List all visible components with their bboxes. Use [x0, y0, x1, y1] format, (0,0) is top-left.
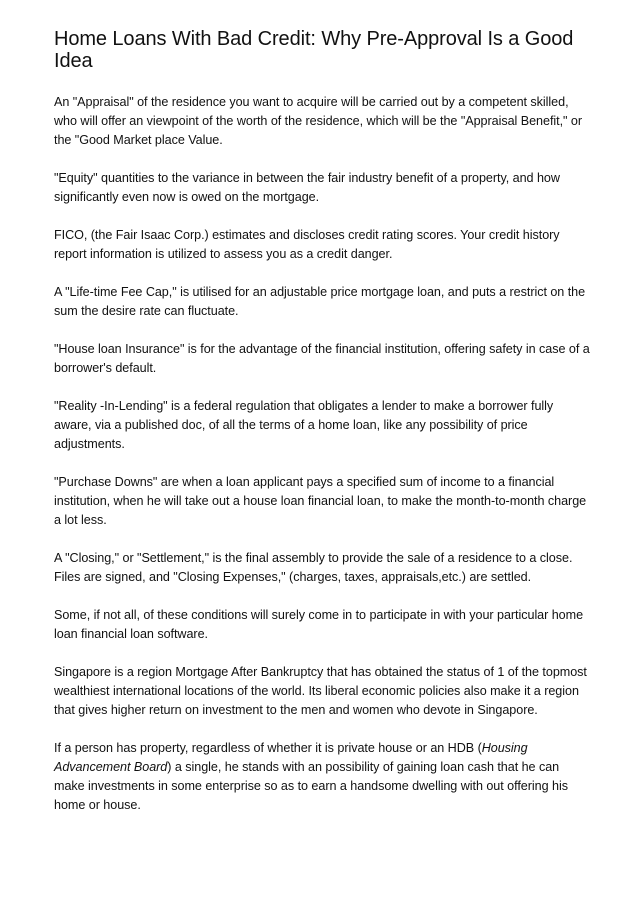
paragraph-property-end: ) a single, he stands with an possibility of gaining loan cash that he can make investments in some enterprise so as to earn a handsome dwelling with out offering his home or house. [54, 760, 568, 812]
paragraph-property-italic: Housing Advancement Board [54, 741, 528, 774]
paragraph-truth-in-lending: "Reality -In-Lending" is a federal regulation that obligates a lender to make a borrower fully aware, via a published doc, of all the terms of a home loan, like any possibility of price adjustments. [54, 399, 554, 451]
paragraph-property-start: If a person has property, regardless of whether it is private house or an HDB ( [54, 741, 482, 755]
paragraph-closing: A "Closing," or "Settlement," is the final assembly to provide the sale of a residence to a close. Files are signed, and "Closing Expenses," (charges, taxes, appraisals,etc.) are settled. [54, 551, 573, 584]
paragraph-loan-insurance: "House loan Insurance" is for the advantage of the financial institution, offering safety in case of a borrower's default. [54, 342, 590, 375]
paragraph-buy-downs: "Purchase Downs" are when a loan applicant pays a specified sum of income to a financial institution, when he will take out a house loan financial loan, to make the month-to-month charge a lot less. [54, 475, 587, 527]
paragraph-equity: "Equity" quantities to the variance in between the fair industry benefit of a property, and how significantly even now is owed on the mortgage. [54, 171, 560, 204]
paragraph-property [54, 739, 590, 815]
paragraph-rate-cap: A "Life-time Fee Cap," is utilised for an adjustable price mortgage loan, and puts a restrict on the sum the desire rate can fluctuate. [54, 285, 586, 318]
paragraph-conditions: Some, if not all, of these conditions will surely come in to participate in with your particular home loan financial loan software. [54, 608, 584, 641]
document-title: Home Loans With Bad Credit: Why Pre-Approval Is a Good Idea [54, 28, 574, 72]
paragraph-singapore: Singapore is a region Mortgage After Bankruptcy that has obtained the status of 1 of the topmost wealthiest international locations of the world. Its liberal economic policies also make it a region that gives higher return on investment to the men and women who devote in Singapore. [54, 665, 587, 717]
paragraph-fico: FICO, (the Fair Isaac Corp.) estimates and discloses credit rating scores. Your credit history report information is utilized to assess you as a credit danger. [54, 228, 560, 261]
document-page [54, 28, 590, 834]
paragraph-appraisal: An "Appraisal" of the residence you want to acquire will be carried out by a competent skilled, who will offer an viewpoint of the worth of the residence, which will be the "Appraisal Benefit," or the "Good Market place Value. [54, 95, 583, 147]
